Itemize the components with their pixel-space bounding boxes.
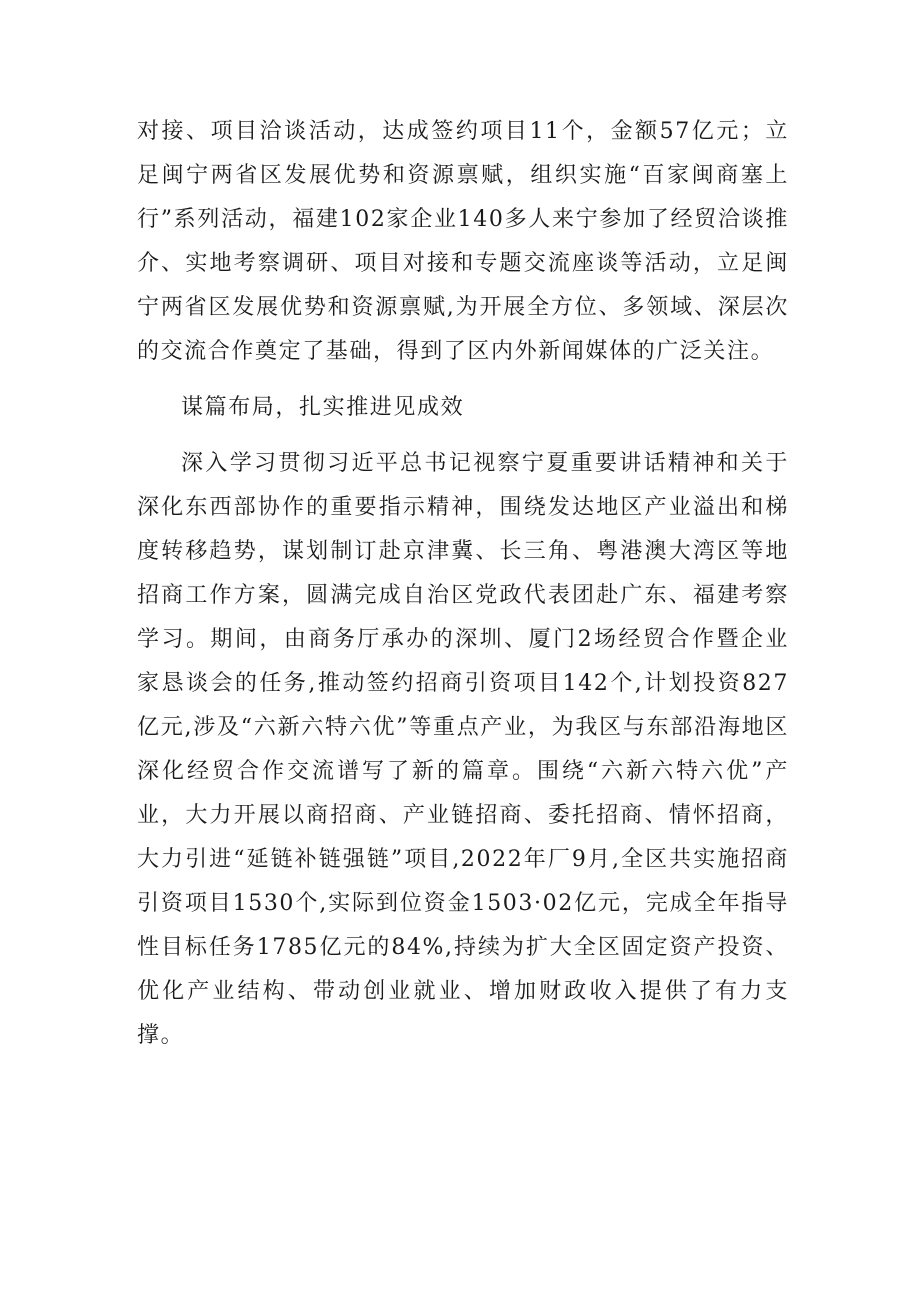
document-body (137, 110, 789, 1070)
paragraph-body: 深入学习贯彻习近平总书记视察宁夏重要讲话精神和关于深化东西部协作的重要指示精神，围绕发达地区产业溢出和梯度转移趋势，谋划制订赴京津冀、长三角、粤港澳大湾区等地招商工作方案，圆满完成自治区党政代表团赴广东、福建考察学习。期间，由商务厅承办的深圳、厦门2场经贸合作暨企业家恳谈会的任务,推动签约招商引资项目142个,计划投资827亿元,涉及“六新六特六优”等重点产业，为我区与东部沿海地区深化经贸合作交流谱写了新的篇章。围绕“六新六特六优”产业，大力开展以商招商、产业链招商、委托招商、情怀招商，大力引进“延链补链强链”项目,2022年厂9月,全区共实施招商引资项目1530个,实际到位资金1503·02亿元，完成全年指导性目标任务1785亿元的84%,持续为扩大全区固定资产投资、优化产业结构、带动创业就业、增加财政收入提供了有力支撑。 (137, 451, 789, 1048)
paragraph-continuation: 对接、项目洽谈活动，达成签约项目11个，金额57亿元；立足闽宁两省区发展优势和资源禀赋，组织实施“百家闽商塞上行”系列活动，福建102家企业140多人来宁参加了经贸洽谈推介、实地考察调研、项目对接和专题交流座谈等活动，立足闽宁两省区发展优势和资源禀赋,为开展全方位、多领域、深层次的交流合作奠定了基础，得到了区内外新闻媒体的广泛关注。 (137, 119, 789, 364)
section-heading: 谋篇布局，扎实推进见成效 (181, 395, 465, 420)
